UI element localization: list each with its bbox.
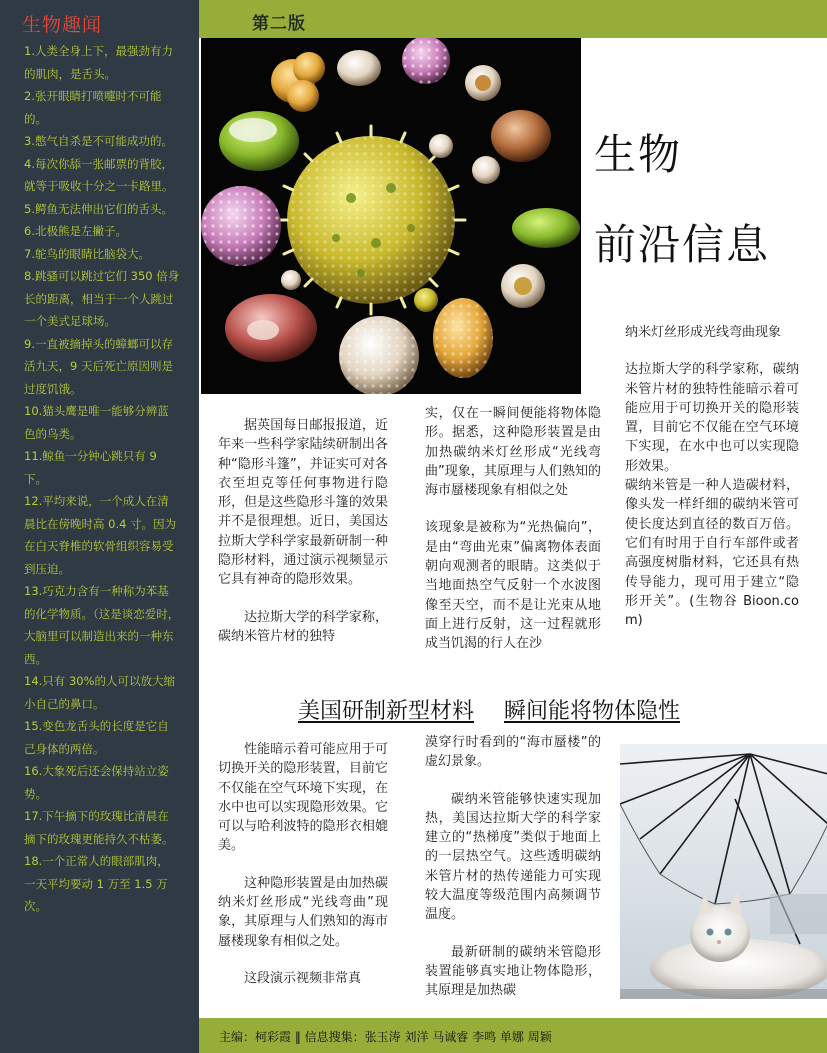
- article-paragraph: 实，仅在一瞬间便能将物体隐形。据悉，这种隐形装置是由加热碳纳米灯丝形成“光线弯曲”现象，其原理与人们熟知的海市蜃楼现象有相似之处: [425, 406, 601, 499]
- article-paragraph: 这种隐形装置是由加热碳纳米灯丝形成“光线弯曲”现象，其原理与人们熟知的海市蜃楼现象有相似之处。: [218, 875, 388, 949]
- footer-band: [199, 1018, 827, 1053]
- sidebar: [0, 0, 199, 1053]
- cat-umbrella-photo: [620, 744, 827, 999]
- fact-item: 12.平均来说，一个成人在清晨比在傍晚时高 0.4 寸。因为在白天脊椎的软骨组织容易受到压迫。: [24, 494, 177, 576]
- fact-item: 17.下午摘下的玫瑰比清晨在摘下的玫瑰更能持久不枯萎。: [24, 809, 174, 846]
- fact-item: 3.憋气自杀是不可能成功的。: [24, 134, 173, 148]
- fact-item: 7.鸵鸟的眼睛比脑袋大。: [24, 246, 150, 261]
- article-column-5: [425, 733, 601, 1019]
- headline-right: 瞬间能将物体隐性: [504, 699, 681, 724]
- fact-item: 15.变色龙舌头的长度是它自己身体的两倍。: [24, 719, 169, 756]
- fact-item: 9.一直被摘掉头的蟑螂可以存活九天，9 天后死亡原因则是过度饥饿。: [24, 336, 173, 396]
- fact-item: 6.北极熊是左撇子。: [24, 224, 127, 238]
- article-subtitle: 纳米灯丝形成光线弯曲现象: [625, 325, 782, 340]
- article-paragraph: 最新研制的碳纳米管隐形装置能够真实地让物体隐形，其原理是加热碳: [425, 944, 601, 999]
- article-paragraph: 这段演示视频非常真: [244, 970, 362, 986]
- article-paragraph: 性能暗示着可能应用于可切换开关的隐形装置，目前它不仅能在空气环境下实现，在水中也可以实现隐形效果。它可以与哈利波特的隐形衣相媲美。: [218, 742, 388, 854]
- fact-item: 11.鲸鱼一分钟心跳只有 9 下。: [24, 449, 157, 486]
- main-title-line1: 生物: [594, 130, 683, 179]
- fact-item: 2.张开眼睛打喷嚏时不可能的。: [24, 89, 162, 126]
- header-band: [199, 0, 827, 38]
- article-paragraph: 碳纳米管是一种人造碳材料，像头发一样纤细的碳纳米管可使长度达到直径的数百万倍。它们有时用于自行车部件或者高强度树脂材料，它还具有热传导能力，现可用于建立“隐形开关”。(生物谷 Bioon.com): [625, 478, 799, 629]
- article-column-2: [425, 404, 601, 672]
- sidebar-title: 生物趣闻: [22, 14, 103, 36]
- article-column-4: [218, 740, 388, 1006]
- fact-item: 14.只有 30%的人可以放大缩小自己的鼻口。: [24, 674, 176, 711]
- headline-left: 美国研制新型材料: [297, 699, 474, 724]
- article-paragraph: 达拉斯大学的科学家称，碳纳米管片材的独特: [218, 609, 388, 644]
- article-paragraph: 该现象是被称为“光热偏向”，是由“弯曲光束”偏离物体表面朝向观测者的眼睛。这类似于当地面热空气反射一个水波图像至天空，而不是让光束从地面上进行反射，这一过程就形成当饥渴的行人在沙: [425, 520, 601, 652]
- fact-item: 5.鳄鱼无法伸出它们的舌头。: [24, 201, 173, 216]
- fact-item: 10.猫头鹰是唯一能够分辨蓝色的鸟类。: [24, 404, 169, 441]
- main-title-line2: 前沿信息: [594, 220, 771, 269]
- article-paragraph: 据英国每日邮报报道，近年来一些科学家陆续研制出各种“隐形斗篷”，并证实可对各衣至坦克等任何事物进行隐形，但是这些隐形斗篷的效果并不是很理想。近日，美国达拉斯大学科学家最新研制一种隐形材料，通过演示视频显示它具有神奇的隐形效果。: [218, 418, 388, 588]
- main-title: [594, 110, 819, 290]
- article-paragraph: 达拉斯大学的科学家称，碳纳米管片材的独特性能暗示着可能应用于可切换开关的隐形装置，目前它不仅能在空气环境下实现，在水中也可以实现隐形效果。: [625, 362, 799, 474]
- article-paragraph: 碳纳米管能够快速实现加热，美国达拉斯大学的科学家建立的“热梯度”类似于地面上的一层热空气。这些透明碳纳米管片材的热传递能力可实现较大温度等级范围内高频调节温度。: [425, 791, 601, 923]
- fact-item: 8.跳骚可以跳过它们 350 倍身长的距离，相当于一个人跳过一个美式足球场。: [24, 269, 180, 328]
- fact-list: [24, 40, 180, 918]
- article-column-1: [218, 416, 388, 664]
- pollen-image: [201, 38, 581, 394]
- fact-item: 4.每次你舔一张邮票的背胶，就等于吸收十分之一卡路里。: [24, 156, 174, 193]
- article-column-3: [625, 323, 799, 648]
- fact-item: 16.大象死后还会保持站立姿势。: [24, 764, 169, 801]
- article-paragraph: 漠穿行时看到的“海市蜃楼”的虚幻景象。: [425, 735, 601, 770]
- fact-item: 1.人类全身上下，最强劲有力的肌肉，是舌头。: [24, 44, 173, 81]
- footer-credits: 主编：柯彩霞 ‖ 信息搜集：张玉涛 刘洋 马诚睿 李鸣 单娜 周颖: [219, 1030, 552, 1044]
- article-headline: [199, 694, 779, 725]
- edition-label: 第二版: [252, 14, 306, 34]
- fact-item: 13.巧克力含有一种称为苯基的化学物质。（这是谈恋爱时，大脑里可以制造出来的一种东西。: [24, 584, 180, 666]
- fact-item: 18.一个正常人的眼部肌肉，一天平均要动 1 万至 1.5 万次。: [24, 854, 169, 913]
